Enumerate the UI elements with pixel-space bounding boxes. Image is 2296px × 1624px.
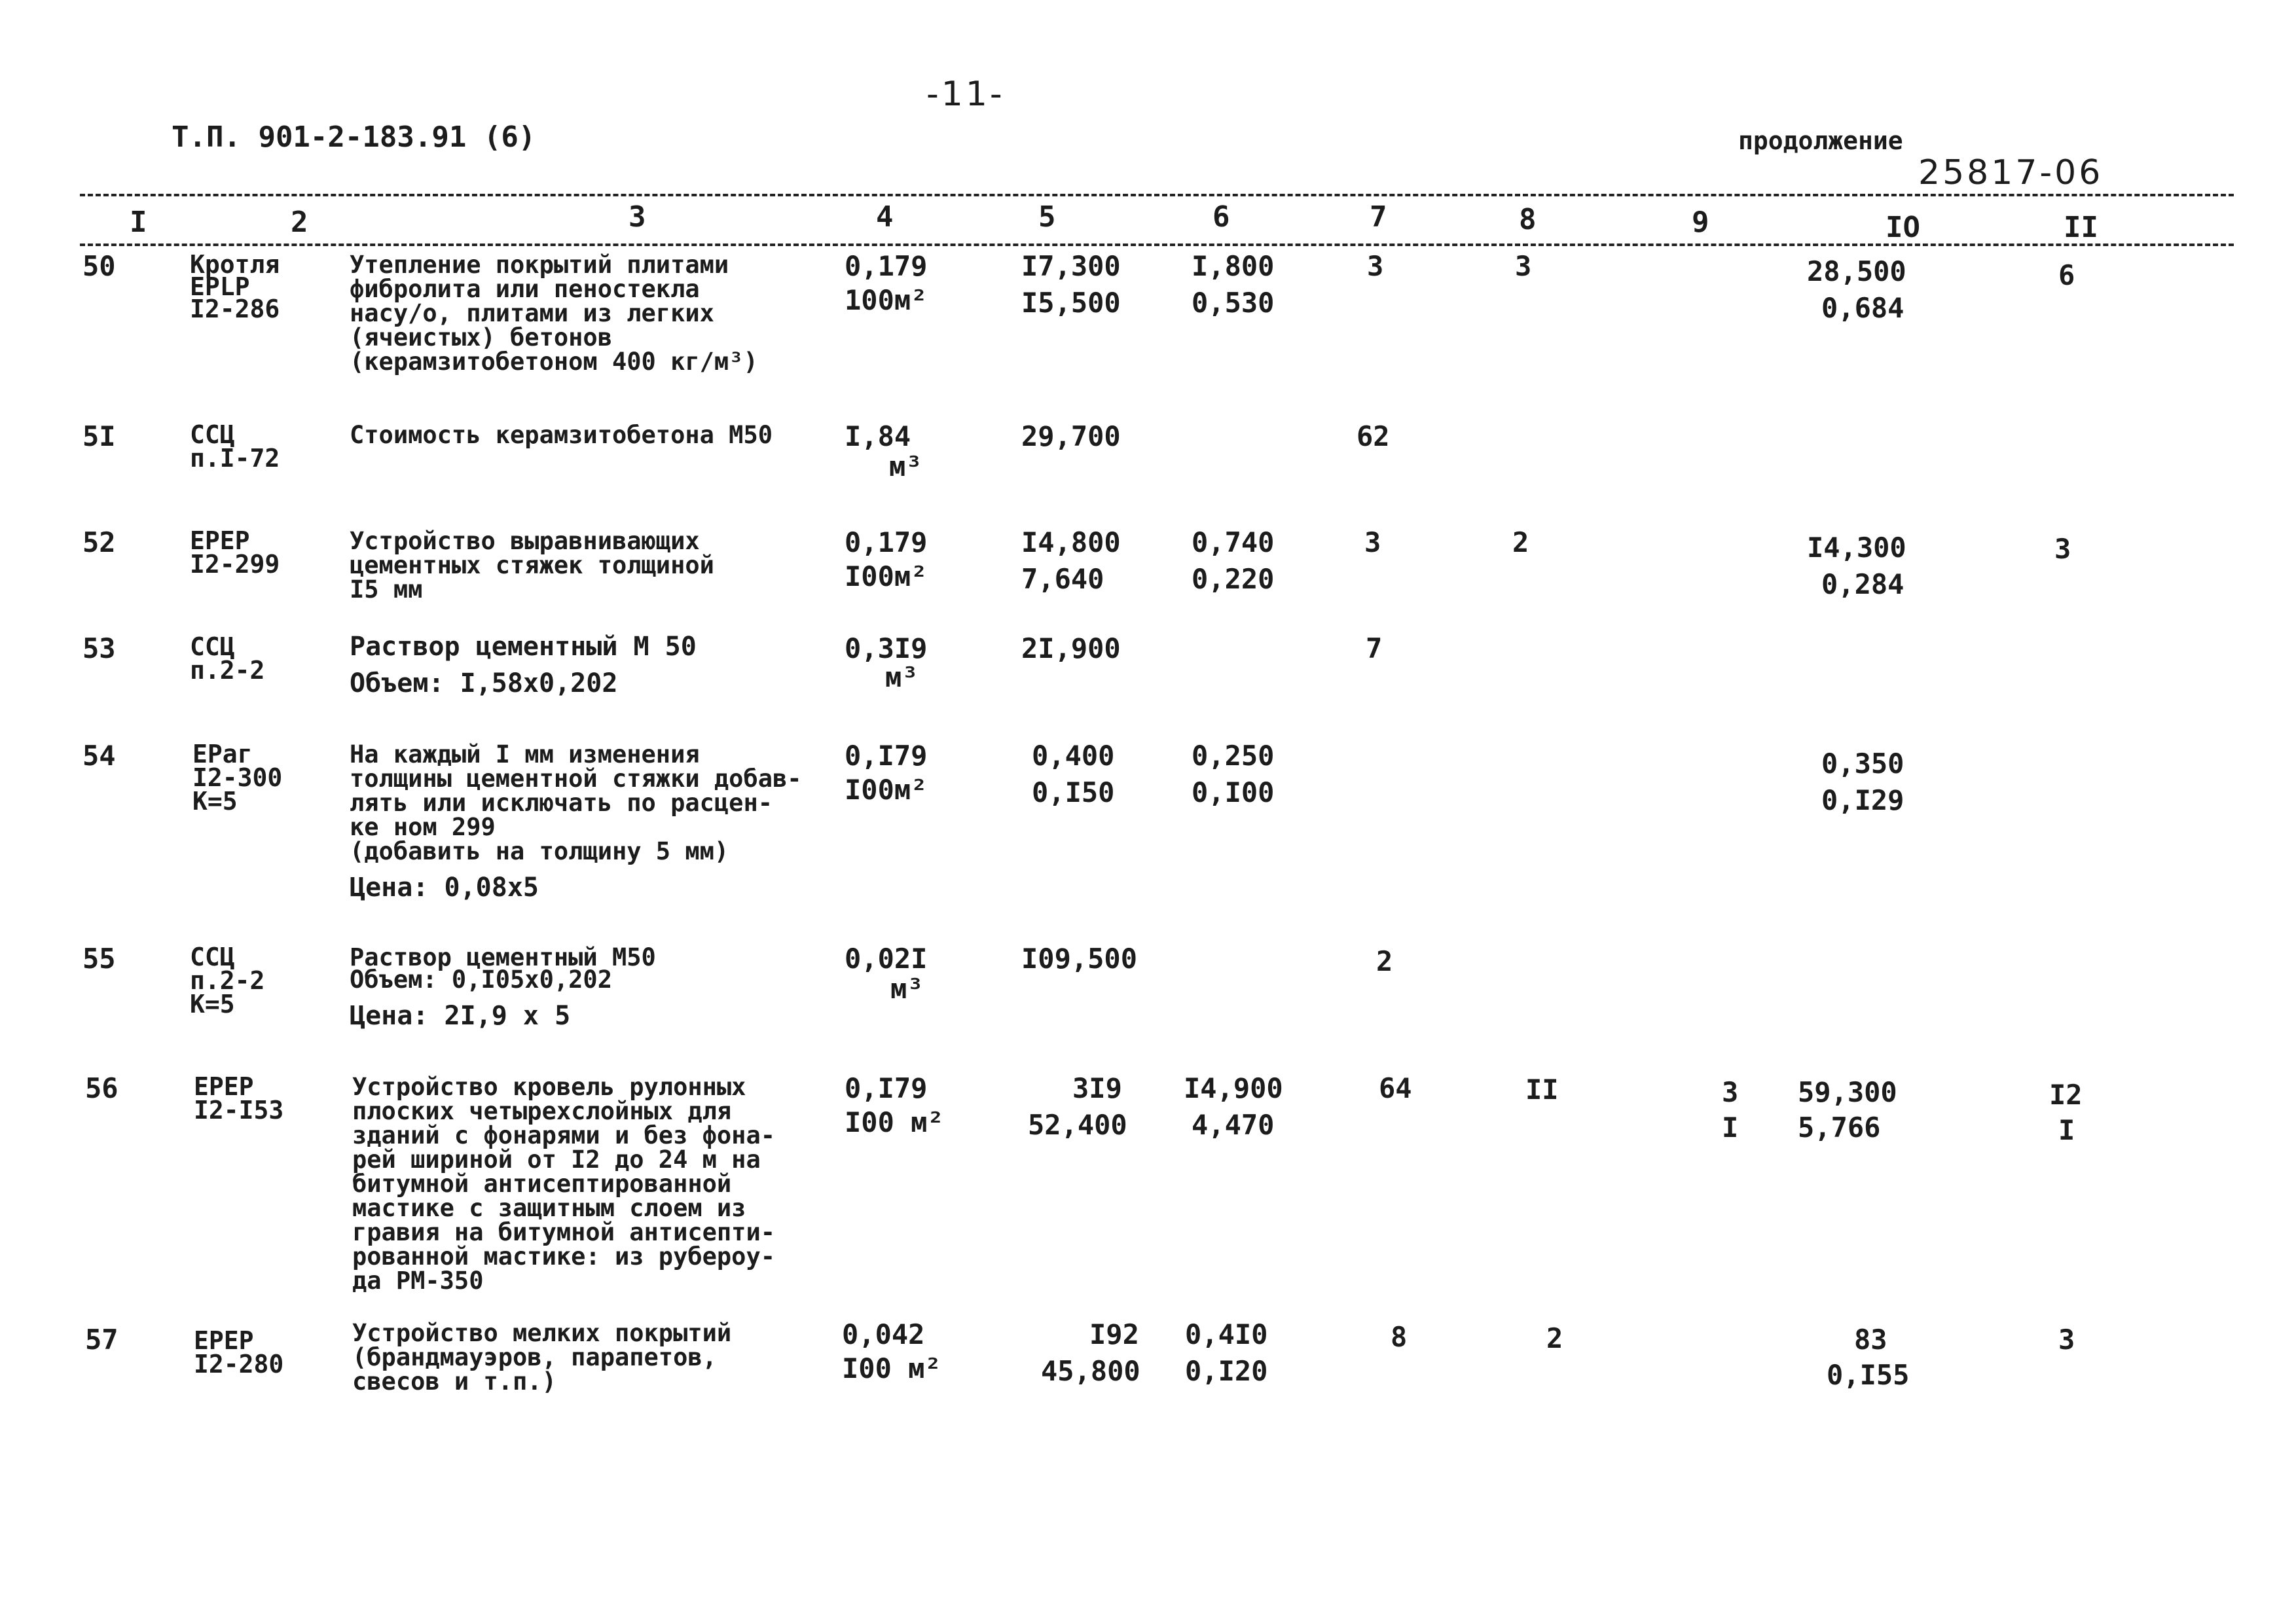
col5-value: 0,400	[1032, 740, 1115, 772]
quantity: 0,I79	[845, 1072, 928, 1104]
col9-value: I	[1722, 1111, 1739, 1144]
col-header-5: 5	[1038, 200, 1056, 234]
norm-code-line: I2-280	[194, 1350, 284, 1379]
col10-value: 28,500	[1807, 255, 1906, 287]
unit: 100м²	[845, 284, 928, 316]
col10-value: 0,684	[1821, 292, 1904, 324]
col-header-10: IO	[1886, 211, 1920, 244]
work-description-line: рей шириной от I2 до 24 м на	[352, 1146, 761, 1174]
col10-value: 83	[1854, 1324, 1887, 1356]
row-number: 53	[82, 632, 116, 664]
work-description-line: Стоимость керамзитобетона М50	[350, 421, 773, 449]
unit: м³	[889, 450, 922, 482]
norm-code-line: п.2-2	[190, 656, 265, 685]
work-description-line: Устройство выравнивающих	[350, 527, 700, 555]
quantity: 0,042	[842, 1318, 925, 1350]
norm-code-line: ССЦ	[190, 420, 235, 449]
unit: I00м²	[845, 774, 928, 806]
norm-code-line: ЕРЕР	[194, 1326, 254, 1355]
work-description-line: Утепление покрытий плитами	[350, 251, 729, 279]
col7-value: 3	[1367, 250, 1384, 282]
norm-code-line: п.I-72	[190, 444, 280, 473]
work-description-line: битумной антисептированной	[352, 1170, 732, 1198]
work-description-line: (керамзитобетоном 400 кг/м³)	[350, 348, 758, 376]
col-header-9: 9	[1692, 206, 1709, 239]
work-description-line: (брандмауэров, парапетов,	[352, 1343, 717, 1371]
work-description-line: Цена: 2I,9 х 5	[350, 1001, 571, 1031]
col10-value: 5,766	[1798, 1111, 1881, 1144]
col5-value: I5,500	[1021, 287, 1121, 319]
col7-value: 64	[1379, 1072, 1412, 1104]
document-code: Т.П. 901-2-183.91 (6)	[172, 120, 536, 154]
table-header-rule	[80, 244, 2234, 246]
archive-number: 25817-06	[1918, 153, 2104, 192]
quantity: 0,I79	[845, 740, 928, 772]
col10-value: 0,I29	[1821, 784, 1904, 816]
col-header-6: 6	[1212, 200, 1230, 234]
norm-code-line: Кротля	[190, 250, 280, 279]
row-number: 54	[82, 740, 116, 772]
col5-value: I7,300	[1021, 250, 1121, 282]
work-description-line: Устройство кровель рулонных	[352, 1073, 746, 1101]
unit: м³	[890, 973, 924, 1005]
work-description-line: плоских четырехслойных для	[352, 1097, 732, 1125]
unit: м³	[885, 661, 919, 693]
work-description-line: На каждый I мм изменения	[350, 740, 700, 768]
table-top-rule	[80, 194, 2234, 196]
quantity: I,84	[845, 420, 911, 452]
col5-value: I09,500	[1021, 943, 1138, 975]
work-description-line: да РМ-350	[352, 1267, 484, 1295]
norm-code-line: ЕРLР	[190, 272, 250, 301]
norm-code-line: I2-299	[190, 550, 280, 579]
col6-value: 0,I20	[1185, 1355, 1268, 1387]
col6-value: I,800	[1192, 250, 1275, 282]
col-header-11: II	[2064, 211, 2098, 244]
continuation-label: продолжение	[1738, 126, 1903, 155]
col6-value: 0,530	[1192, 287, 1275, 319]
col11-value: 3	[2058, 1324, 2075, 1356]
norm-code-line: ЕРЕР	[194, 1072, 254, 1101]
norm-code-line: I2-300	[192, 763, 283, 792]
norm-code-line: К=5	[192, 787, 238, 816]
col-header-8: 8	[1519, 203, 1537, 236]
norm-code-line: п.2-2	[190, 966, 265, 995]
row-number: 50	[82, 250, 116, 282]
col9-value: 3	[1722, 1076, 1739, 1108]
work-description-line: Устройство мелких покрытий	[352, 1319, 732, 1347]
col10-value: 0,350	[1821, 748, 1904, 780]
col7-value: 7	[1366, 632, 1383, 664]
work-description-line: гравия на битумной антисепти-	[352, 1218, 776, 1246]
col5-value: 45,800	[1041, 1355, 1140, 1387]
col5-value: 3I9	[1072, 1072, 1122, 1104]
norm-code-line: ССЦ	[190, 632, 235, 661]
quantity: 0,3I9	[845, 632, 928, 664]
work-description-line: цементных стяжек толщиной	[350, 551, 714, 579]
work-description-line: (ячеистых) бетонов	[350, 323, 612, 352]
norm-code-line: К=5	[190, 990, 235, 1019]
work-description-line: рованной мастике: из рубероу-	[352, 1242, 776, 1271]
work-description-line: свесов и т.п.)	[352, 1367, 556, 1396]
quantity: 0,179	[845, 250, 928, 282]
work-description-line: Объем: I,58х0,202	[350, 668, 618, 698]
col6-value: 0,I00	[1192, 776, 1275, 808]
work-description-line: I5 мм	[350, 575, 423, 604]
col7-value: 2	[1376, 945, 1393, 977]
col10-value: 0,I55	[1827, 1359, 1910, 1391]
work-description-line: Цена: 0,08х5	[350, 873, 539, 903]
unit: I00 м²	[845, 1106, 944, 1138]
norm-code-line: ЕРЕР	[190, 526, 250, 555]
col10-value: 59,300	[1798, 1076, 1897, 1108]
col6-value: 0,220	[1192, 563, 1275, 595]
col7-value: 62	[1357, 420, 1390, 452]
norm-code-line: ССЦ	[190, 943, 235, 971]
col8-value: 2	[1546, 1322, 1563, 1354]
work-description-line: Объем: 0,I05х0,202	[350, 965, 612, 994]
col11-value: I	[2058, 1114, 2075, 1146]
norm-code-line: I2-286	[190, 295, 280, 323]
col-header-2: 2	[291, 206, 308, 239]
work-description-line: ке ном 299	[350, 813, 496, 841]
work-description-line: лять или исключать по расцен-	[350, 789, 773, 817]
col11-value: I2	[2049, 1079, 2083, 1111]
col10-value: I4,300	[1807, 532, 1906, 564]
col5-value: 52,400	[1028, 1109, 1127, 1141]
col8-value: II	[1525, 1074, 1559, 1106]
work-description-line: насу/о, плитами из легких	[350, 299, 714, 327]
row-number: 55	[82, 943, 116, 975]
col11-value: 6	[2058, 259, 2075, 291]
col8-value: 3	[1515, 250, 1532, 282]
col5-value: I4,800	[1021, 526, 1121, 558]
col-header-1: I	[130, 206, 147, 239]
col-header-7: 7	[1370, 200, 1387, 234]
work-description-line: зданий с фонарями и без фона-	[352, 1121, 776, 1149]
col7-value: 3	[1364, 526, 1381, 558]
col8-value: 2	[1512, 526, 1529, 558]
row-number: 52	[82, 526, 116, 558]
col6-value: 4,470	[1192, 1109, 1275, 1141]
col6-value: I4,900	[1184, 1072, 1283, 1104]
col6-value: 0,740	[1192, 526, 1275, 558]
work-description-line: толщины цементной стяжки добав-	[350, 765, 802, 793]
quantity: 0,179	[845, 526, 928, 558]
col5-value: 29,700	[1021, 420, 1121, 452]
unit: I00 м²	[842, 1352, 941, 1384]
col6-value: 0,250	[1192, 740, 1275, 772]
row-number: 5I	[82, 420, 116, 452]
work-description-line: мастике с защитным слоем из	[352, 1194, 746, 1222]
page-number: -11-	[926, 75, 1005, 114]
col5-value: 2I,900	[1021, 632, 1121, 664]
col11-value: 3	[2054, 533, 2071, 565]
work-description-line: (добавить на толщину 5 мм)	[350, 837, 729, 865]
col-header-3: 3	[629, 200, 646, 234]
col5-value: 7,640	[1021, 563, 1104, 595]
row-number: 56	[85, 1072, 118, 1104]
col5-value: 0,I50	[1032, 776, 1115, 808]
norm-code-line: I2-I53	[194, 1096, 284, 1125]
col-header-4: 4	[876, 200, 894, 234]
col7-value: 8	[1391, 1321, 1408, 1353]
col10-value: 0,284	[1821, 568, 1904, 600]
col5-value: I92	[1089, 1318, 1139, 1350]
work-description-line: Раствор цементный М 50	[350, 632, 697, 662]
work-description-line: Раствор цементный М50	[350, 943, 656, 971]
row-number: 57	[85, 1324, 118, 1356]
work-description-line: фибролита или пеностекла	[350, 275, 700, 303]
norm-code-line: ЕРаг	[192, 740, 253, 768]
quantity: 0,02I	[845, 943, 928, 975]
unit: I00м²	[845, 560, 928, 592]
col6-value: 0,4I0	[1185, 1318, 1268, 1350]
